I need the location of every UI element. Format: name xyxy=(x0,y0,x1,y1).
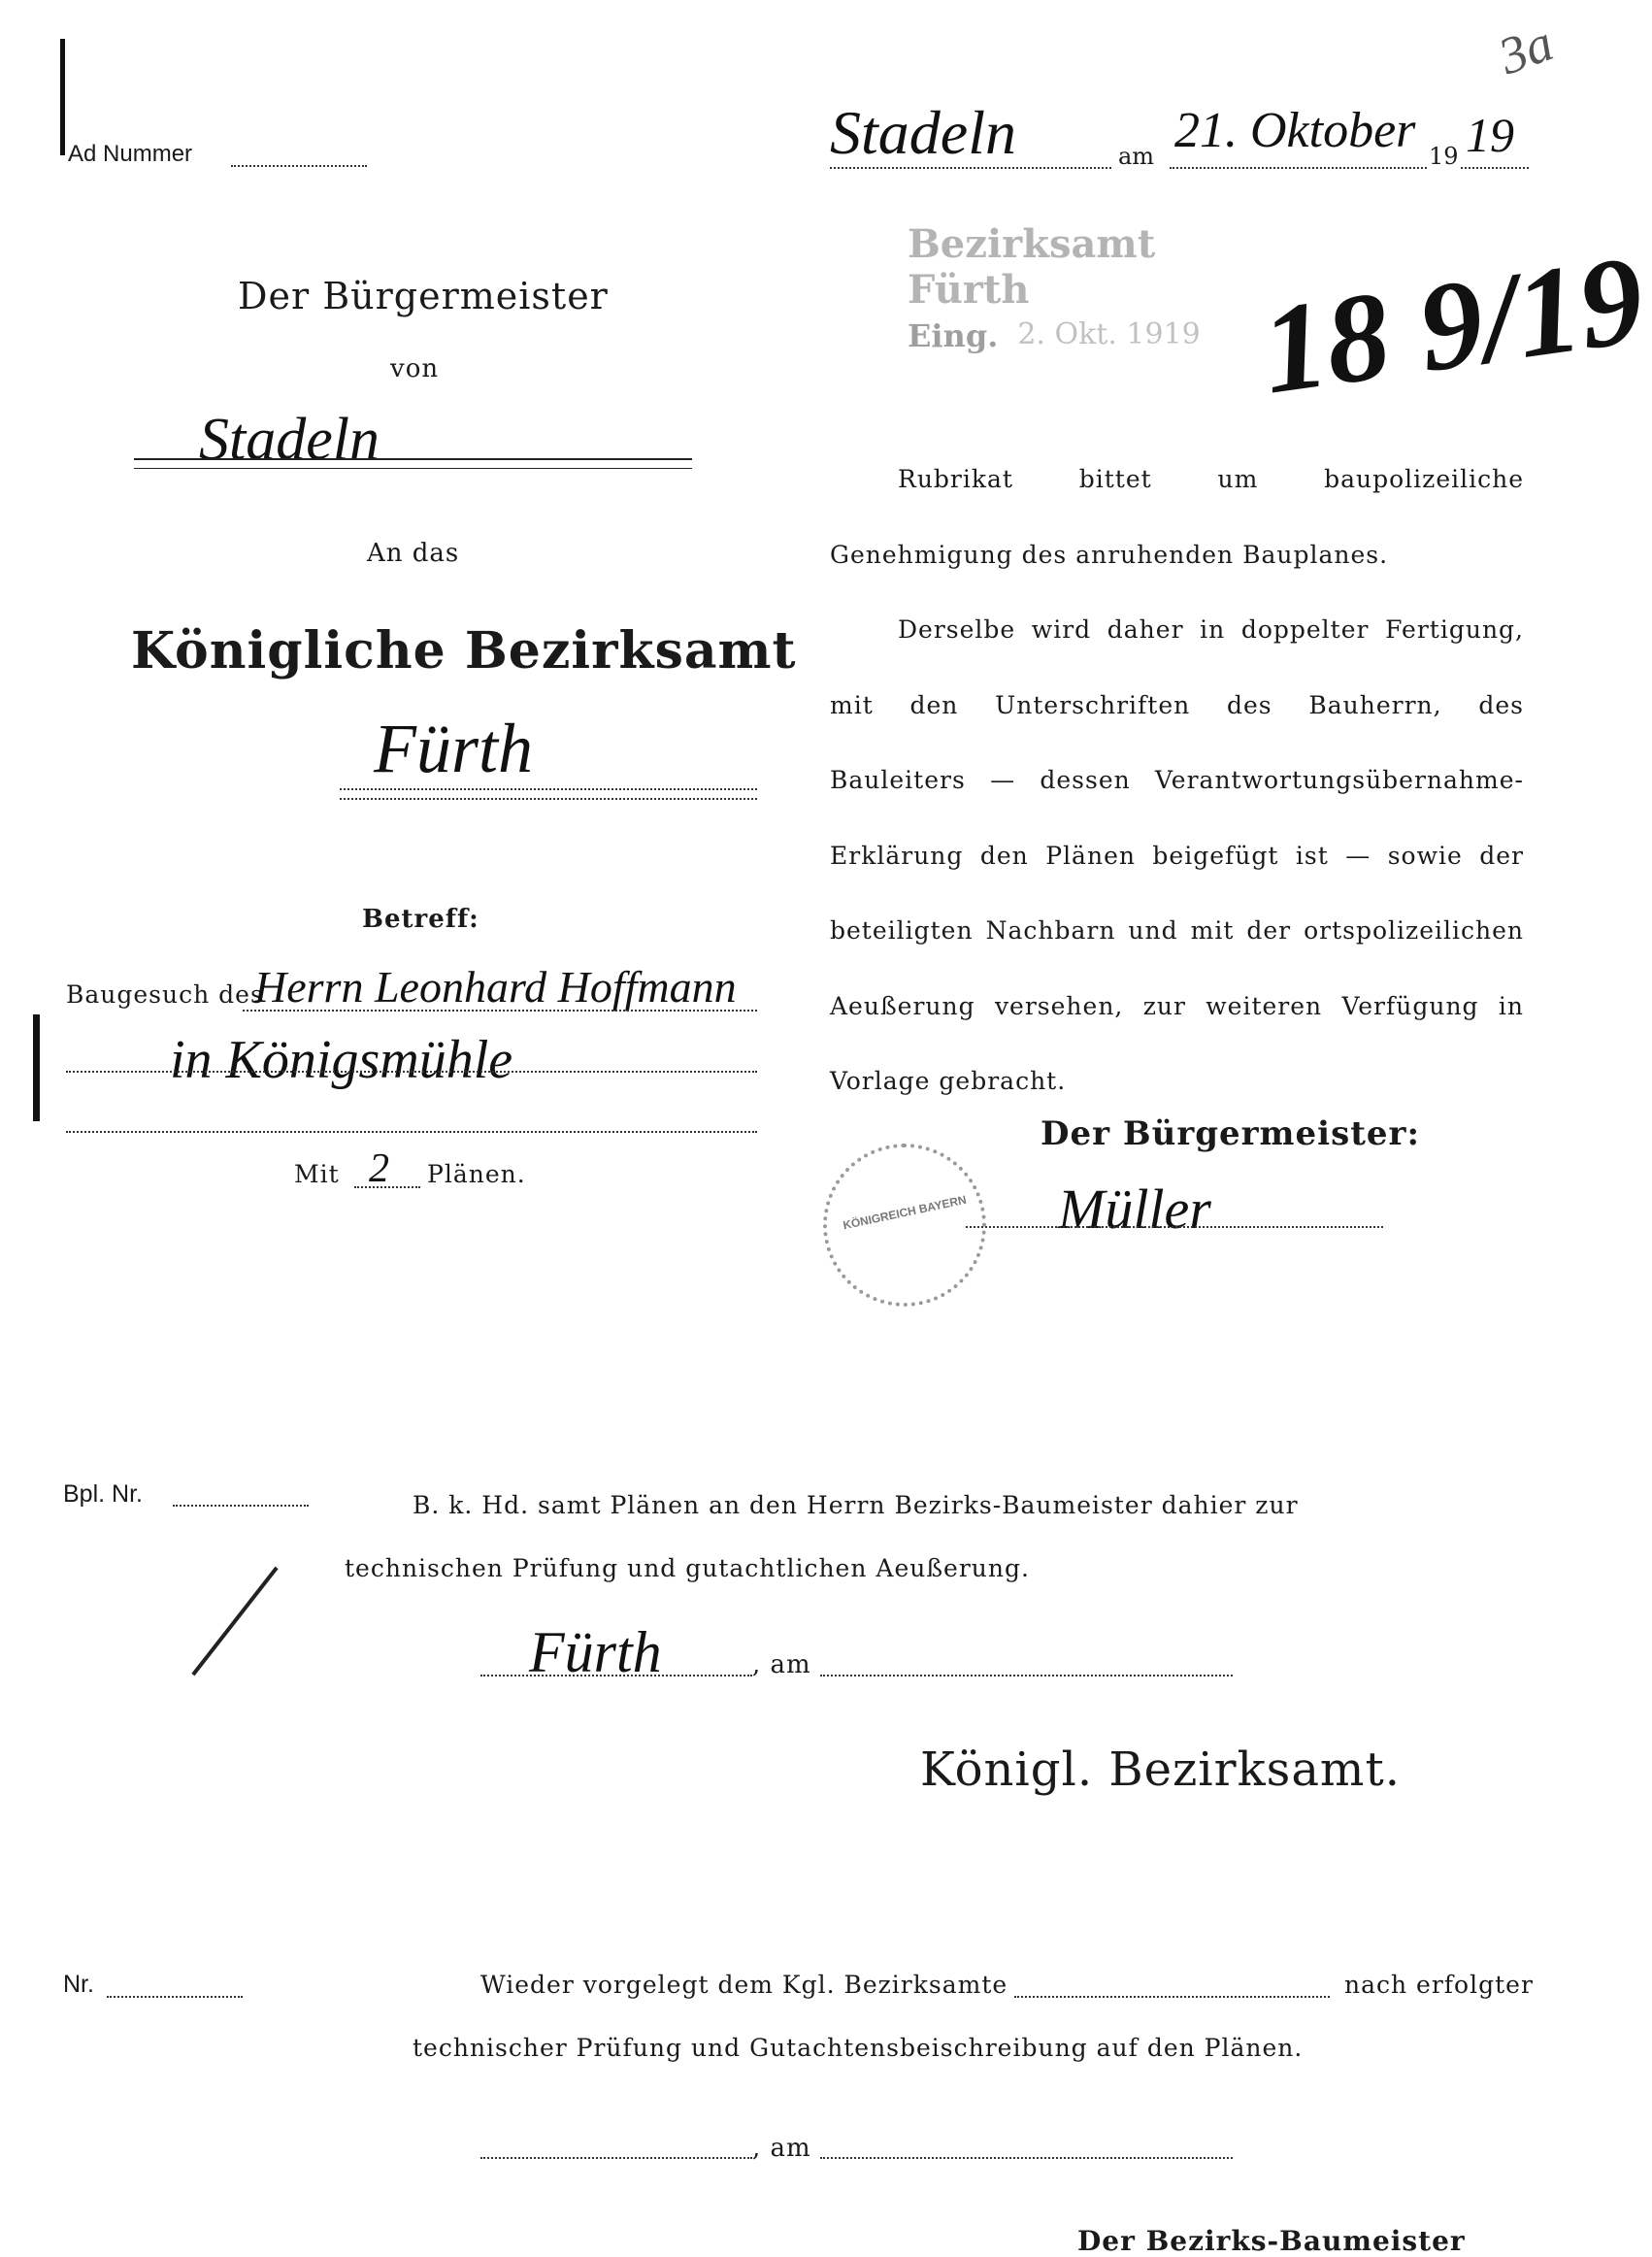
bpl-nr-line xyxy=(173,1505,309,1507)
date-am: am xyxy=(1118,143,1155,170)
round-seal xyxy=(823,1144,986,1307)
office-title: Königl. Bezirksamt. xyxy=(920,1743,1401,1797)
forward-date-line xyxy=(820,1675,1233,1676)
place-line xyxy=(830,167,1111,169)
slash-mark xyxy=(191,1567,278,1676)
mayor-signature: Müller xyxy=(1058,1178,1211,1241)
town-line xyxy=(134,458,692,460)
forward-place: Fürth xyxy=(529,1620,662,1684)
forward-text: B. k. Hd. samt Plänen an den Herrn Bezirks-Baumeister dahier zur technischen Prüfung und gutachtlichen Aeußerung. xyxy=(345,1491,1299,1582)
request-paragraph-2: Derselbe wird daher in doppelter Fertigung, mit den Unterschriften des Bauherrn, des Bauleiters — dessen Verantwortungsübernahme-Erklärung den Plänen beigefügt ist — sowie der beteiligten Nachbarn und mit der ortspolizeilichen Aeußerung versehen, zur weiteren Verfügung in Vorlage gebracht. xyxy=(830,615,1524,1095)
nr-line xyxy=(107,1996,243,1998)
applicant-line3-rule xyxy=(66,1131,757,1133)
year-line xyxy=(1461,167,1529,169)
bpl-nr-label: Bpl. Nr. xyxy=(63,1480,143,1508)
nr-label: Nr. xyxy=(63,1971,94,1998)
receipt-stamp-line1: Bezirksamt Fürth xyxy=(908,221,1156,313)
forward-place-line xyxy=(480,1675,752,1676)
town-handwritten: Stadeln xyxy=(199,407,380,473)
resubmit-am-label: , am xyxy=(752,2134,811,2163)
baugesuch-label: Baugesuch des xyxy=(66,980,264,1009)
plans-count-line xyxy=(354,1186,420,1188)
baumeister-signature-label: Der Bezirks-Baumeister xyxy=(1077,2225,1466,2257)
forward-am-label: , am xyxy=(752,1650,811,1679)
resubmit-text-part2: nach erfolgter xyxy=(1344,1971,1534,1999)
von-label: von xyxy=(390,354,440,383)
town-line-2 xyxy=(134,468,692,469)
round-seal-text: KÖNIGREICH BAYERN xyxy=(842,1192,968,1233)
resubmit-place-line xyxy=(480,2157,752,2159)
plans-count: 2 xyxy=(369,1146,389,1191)
resubmit-line xyxy=(1014,1996,1330,1998)
applicant-line1-rule xyxy=(243,1010,757,1012)
stamp-number-handwritten: 18 9/19 xyxy=(1253,229,1652,421)
corner-note: 3a xyxy=(1491,13,1561,86)
date-line xyxy=(1170,167,1427,169)
request-text xyxy=(830,442,1524,1119)
receipt-stamp-eing: Eing. xyxy=(908,317,999,354)
city-line xyxy=(340,788,757,790)
date-year-suffix: 19 xyxy=(1466,108,1514,162)
ad-nummer-line xyxy=(231,165,367,167)
mayor-signature-line xyxy=(966,1226,1383,1228)
resubmit-date-line xyxy=(820,2157,1233,2159)
receipt-stamp xyxy=(908,221,1257,357)
resubmit-text-part1: Wieder vorgelegt dem Kgl. Bezirksamte xyxy=(480,1971,1008,1999)
city-line-2 xyxy=(340,798,757,800)
mayor-signature-label: Der Bürgermeister: xyxy=(1041,1114,1421,1153)
receipt-stamp-date: 2. Okt. 1919 xyxy=(1017,317,1201,351)
buergermeister-heading: Der Bürgermeister xyxy=(238,275,609,317)
applicant-line2: in Königsmühle xyxy=(170,1030,513,1090)
date-day-month: 21. Oktober xyxy=(1174,103,1416,158)
request-paragraph-1: Rubrikat bittet um baupolizeiliche Genehmigung des anruhenden Bauplanes. xyxy=(830,465,1524,569)
plaenen-label: Plänen. xyxy=(427,1160,526,1188)
applicant-line2-rule xyxy=(66,1071,757,1073)
city-handwritten: Fürth xyxy=(374,710,534,787)
authority-title: Königliche Bezirksamt xyxy=(131,621,797,680)
an-das-label: An das xyxy=(367,539,460,568)
margin-mark-top xyxy=(60,39,65,155)
ad-nummer-label: Ad Nummer xyxy=(68,141,193,167)
date-year-prefix: 19 xyxy=(1429,143,1459,170)
resubmit-text-line2: technischer Prüfung und Gutachtensbeischreibung auf den Plänen. xyxy=(413,2034,1304,2062)
mit-label: Mit xyxy=(294,1160,340,1188)
betreff-label: Betreff: xyxy=(362,905,479,934)
applicant-line1: Herrn Leonhard Hoffmann xyxy=(254,962,737,1012)
place-handwritten: Stadeln xyxy=(830,98,1016,167)
margin-mark-middle xyxy=(33,1014,40,1121)
